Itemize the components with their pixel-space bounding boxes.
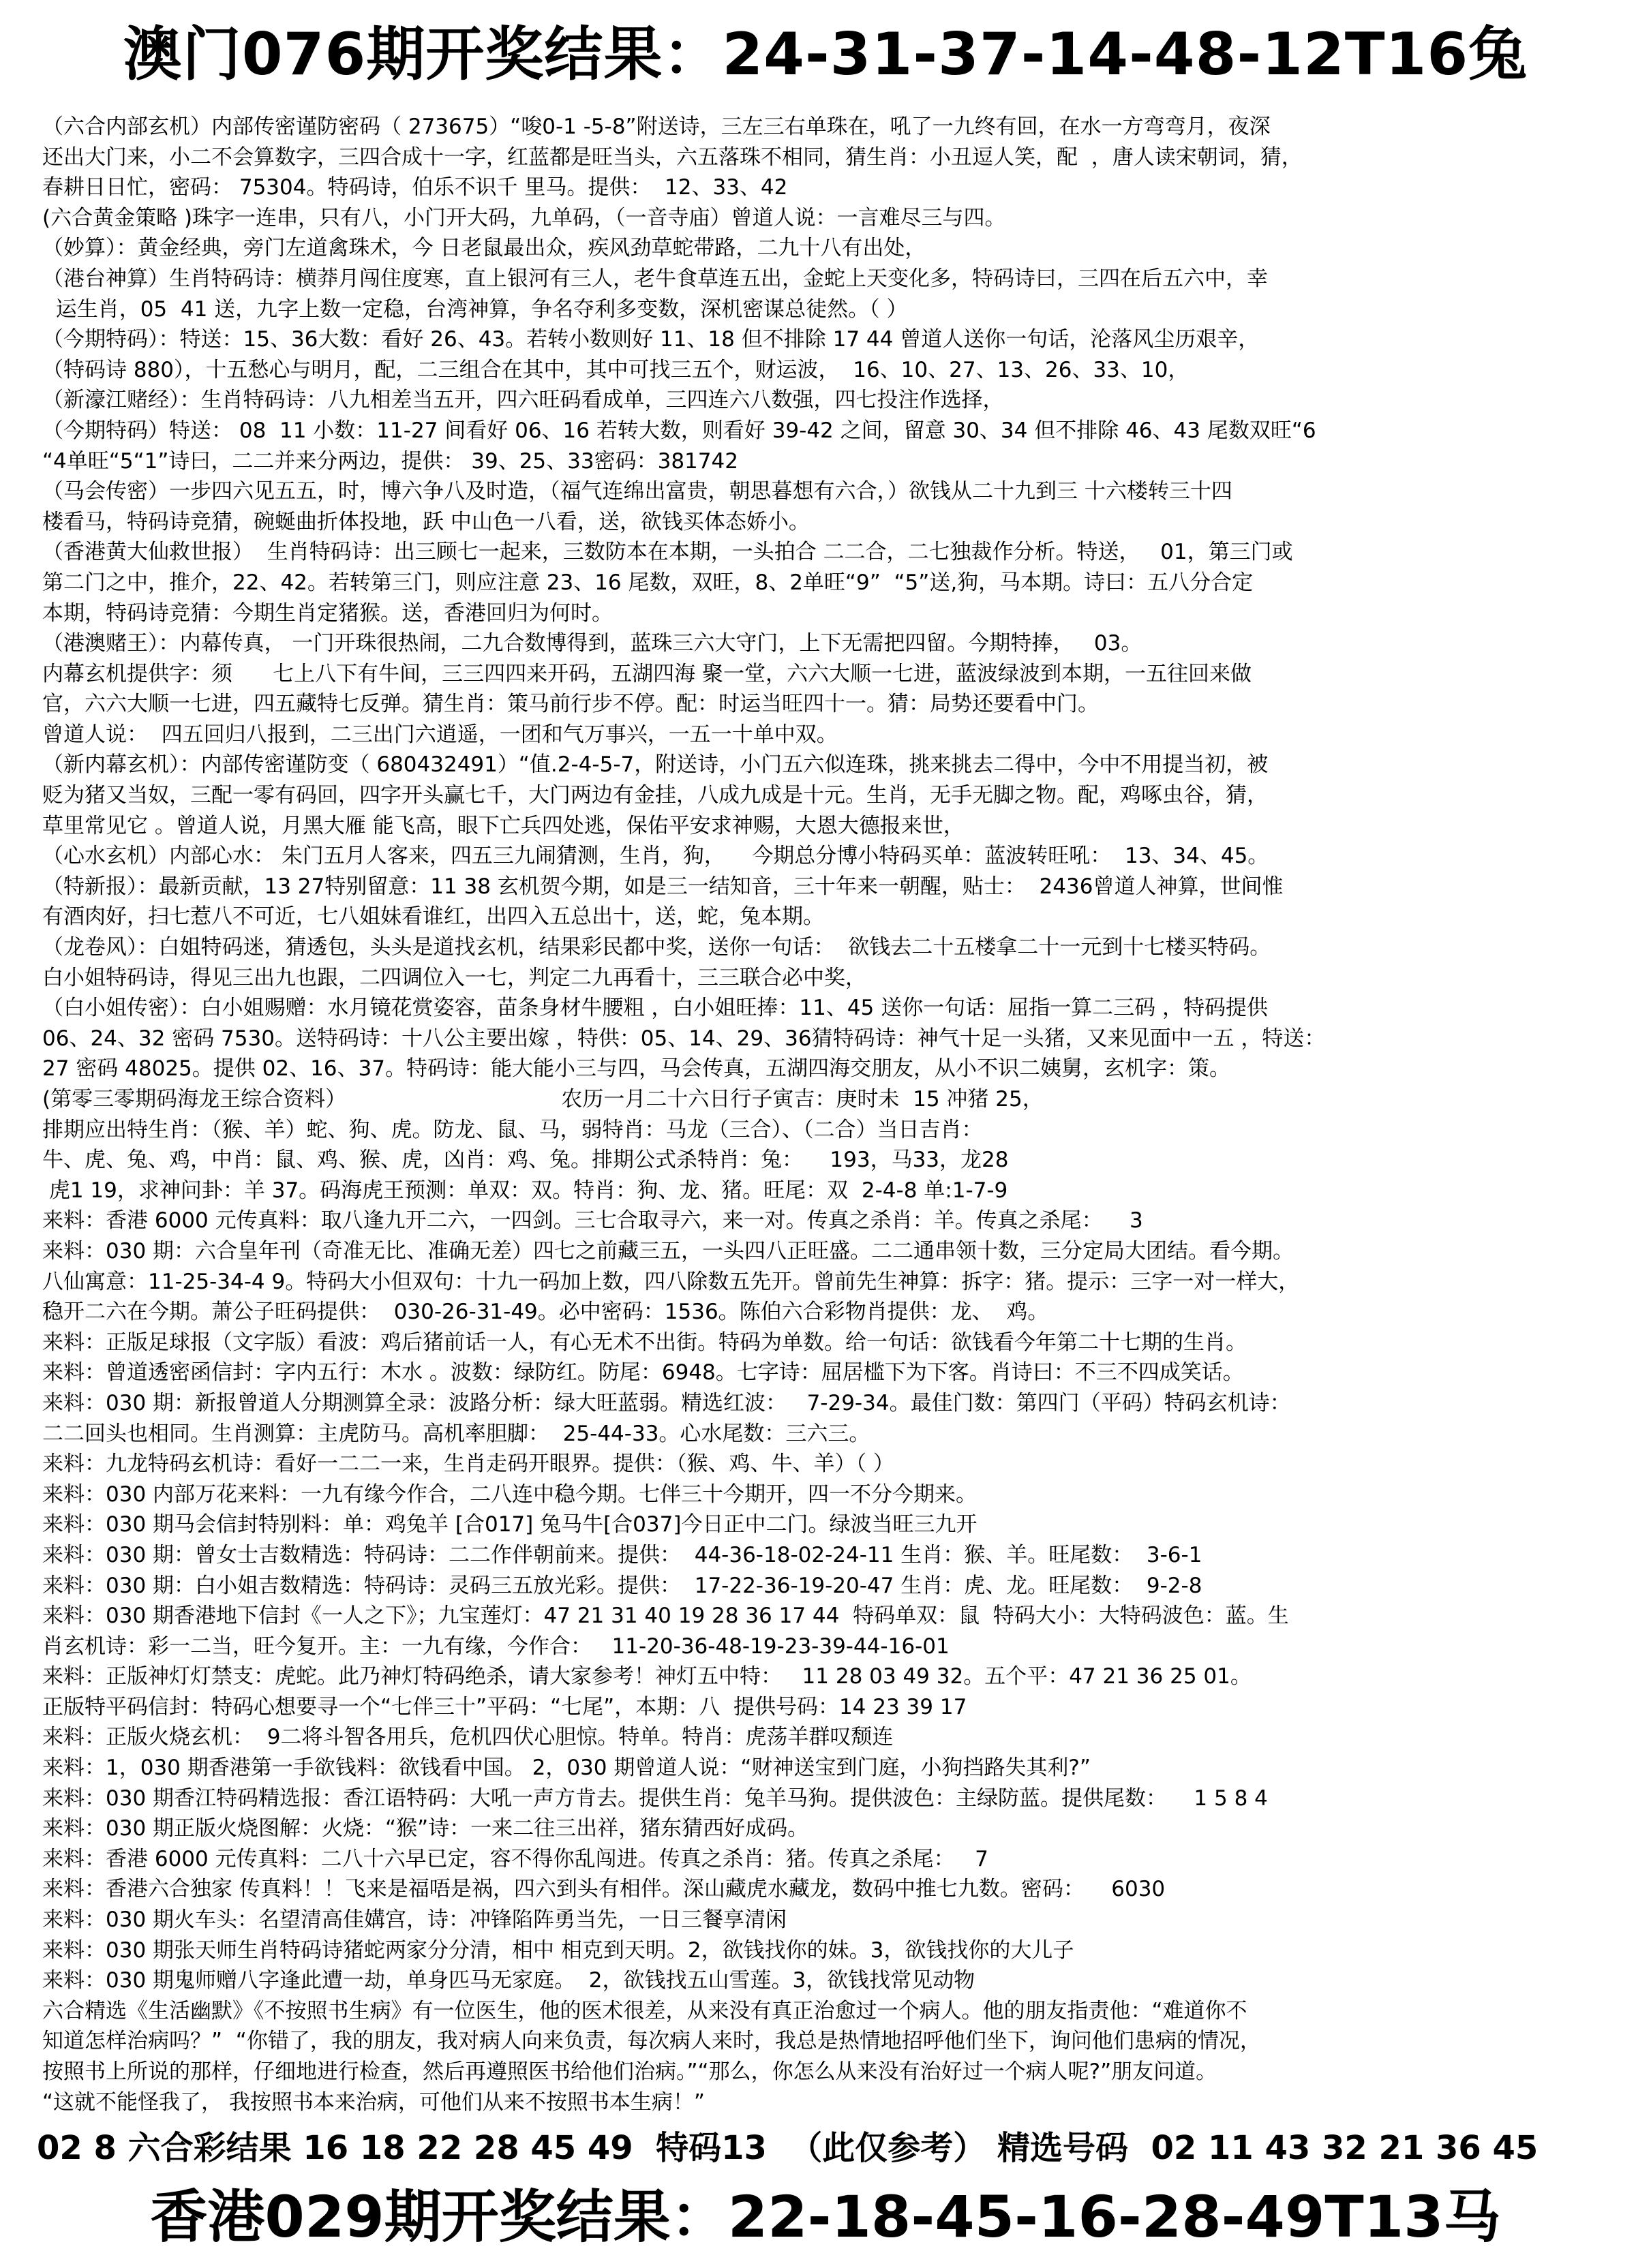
text-line: 牛、虎、兔、鸡，中肖：鼠、鸡、猴、虎，凶肖：鸡、兔。排期公式杀特肖：兔： 193，马33，龙28 <box>42 1148 1009 1173</box>
text-line: （六合内部玄机）内部传密谨防密码（ 273675）“唆0-1 -5-8”附送诗，三左三右单珠在，吼了一九终有回，在水一方弯弯月，夜深 <box>42 114 1271 139</box>
text-line: 草里常见它 。曾道人说，月黑大雁 能飞高，眼下亡兵四处逃，保佑平安求神赐，大恩大德报来世， <box>42 813 965 838</box>
text-line: 06、24、32 密码 7530。送特码诗：十八公主要出嫁 ，特供：05、14、29、36猜特码诗：神气十足一头猪，又来见面中一五 ，特送： <box>42 1026 1326 1051</box>
text-line: （新内幕玄机）：内部传密谨防变（ 680432491）“值.2-4-5-7，附送诗，小门五六似连珠，挑来挑去二得中，今中不用提当初，被 <box>42 752 1269 778</box>
text-line: 贬为猪又当奴，三配一零有码回，四字开头赢七千，大门两边有金挂，八成九成是十元。生肖，无手无脚之物。配，鸡啄虫谷，猜， <box>42 783 1268 808</box>
text-line: 官，六六大顺一七进，四五藏特七反弹。猜生肖：策马前行步不停。配：时运当旺四十一。猜：局势还要看中门。 <box>42 692 1099 717</box>
text-line: 来料：九龙特码玄机诗：看好一二二一来，生肖走码开眼界。提供：（猴、鸡、牛、羊）（ ） <box>42 1452 894 1477</box>
text-line: （新濠江赌经）：生肖特码诗：八九相差当五开，四六旺码看成单，三四连六八数强，四七投注作选择， <box>42 388 1004 413</box>
text-line: （妙算）：黄金经典，旁门左道禽珠术，今 日老鼠最出众，疾风劲草蛇带路，二九十八有出处， <box>42 236 926 261</box>
text-line: 来料：030 期火车头：名望清高佳媾宫，诗：冲锋陷阵勇当先，一日三餐享清闲 <box>42 1907 787 1933</box>
text-line: 来料：030 期鬼师赠八字逢此遭一劫，单身匹马无家庭。 2，欲钱找五山雪莲。3，欲钱找常见动物 <box>42 1968 975 1993</box>
text-line: 来料：030 内部万花来料：一九有缘今作合，二八连中稳今期。七伴三十今期开，四一不分今期来。 <box>42 1482 978 1507</box>
text-line: 正版特平码信封：特码心想要寻一个“七伴三十”平码：“七尾”，本期：八 提供号码：14 23 39 17 <box>42 1694 967 1719</box>
text-line: (第零三零期码海龙王综合资料） 农历一月二十六日行子寅吉：庚时未 15 冲猪 25， <box>42 1087 1044 1112</box>
text-line: 来料：正版火烧玄机： 9二将斗智各用兵，危机四伏心胆惊。特单。特肖：虎荡羊群叹颓连 <box>42 1725 894 1750</box>
text-line: 来料：030 期：新报曾道人分期测算全录：波路分析：绿大旺蓝弱。精选红波： 7-29-34。最佳门数：第四门（平码）特码玄机诗： <box>42 1390 1291 1415</box>
text-line: 运生肖，05 41 送，九字上数一定稳，台湾神算，争名夺利多变数，深机密谋总徒然。（ ） <box>42 296 908 322</box>
text-line: （香港黄大仙救世报） 生肖特码诗：出三顾七一起来，三数防本在本期，一头拍合 二二合，二七独裁作分析。特送， 01，第三门或 <box>42 540 1293 565</box>
text-line: 来料：030 期正版火烧图解：火烧：“猴”诗：一来二往三出祥，猪东猜西好成码。 <box>42 1816 809 1841</box>
text-line: (六合黄金策略 )珠字一连串，只有八，小门开大码，九单码，（一音寺庙）曾道人说：一言难尽三与四。 <box>42 205 1006 230</box>
text-line: 来料：香港 6000 元传真料：取八逢九开二六，一四剑。三七合取寻六，来一对。传真之杀肖：羊。传真之杀尾： 3 <box>42 1208 1143 1233</box>
text-line: 虎1 19，求神问卦：羊 37。码海虎王预测：单双：双。特肖：狗、龙、猪。旺尾：双 2-4-8 单:1-7-9 <box>42 1178 1008 1203</box>
previous-draw-summary: 02 8 六合彩结果 16 18 22 28 45 49 特码13 （此仅参考） 精选号码 02 11 43 32 21 36 45 <box>37 2129 1539 2168</box>
text-line: 来料：030 期香江特码精选报：香江语特码：大吼一声方肯去。提供生肖：兔羊马狗。提供波色：主绿防蓝。提供尾数： 1 5 8 4 <box>42 1786 1268 1811</box>
text-line: 来料：正版神灯灯禁支：虎蛇。此乃神灯特码绝杀，请大家参考！神灯五中特： 11 28 03 49 32。五个平：47 21 36 25 01。 <box>42 1664 1252 1689</box>
text-line: （特码诗 880），十五愁心与明月，配，二三组合在其中，其中可找三五个，财运波， 16、10、27、13、26、33、10， <box>42 357 1190 382</box>
text-line: 来料：香港六合独家 传真料！！飞来是福唔是祸，四六到头有相伴。深山藏虎水藏龙，数码中推七九数。密码： 6030 <box>42 1877 1166 1902</box>
text-line: 稳开二六在今期。萧公子旺码提供： 030-26-31-49。必中密码：1536。陈伯六合彩物肖提供：龙、 鸡。 <box>42 1300 1049 1325</box>
text-line: （特新报）：最新贡献，13 27特别留意：11 38 玄机贺今期，如是三一结知音，三十年来一朝醒，贴士： 2436曾道人神算，世间惟 <box>42 874 1284 899</box>
text-line: 第二门之中，推介，22、42。若转第三门，则应注意 23、16 尾数，双旺，8、2单旺“9” “5”送,狗，马本期。诗曰：五八分合定 <box>42 570 1254 595</box>
text-line: （港澳赌王）：内幕传真， 一门开珠很热闹，二九合数博得到，蓝珠三六大守门，上下无需把四留。今期特捧， 03。 <box>42 631 1142 656</box>
macau-draw-result-title: 澳门076期开奖结果：24-31-37-14-48-12T16兔 <box>123 20 1528 89</box>
text-line: 来料：030 期张天师生肖特码诗猪蛇两家分分清，相中 相克到天明。2，欲钱找你的妹。3，欲钱找你的大儿子 <box>42 1937 1074 1963</box>
text-line: 来料：030 期：白小姐吉数精选：特码诗：灵码三五放光彩。提供： 17-22-36-19-20-47 生肖：虎、龙。旺尾数： 9-2-8 <box>42 1573 1202 1598</box>
text-line: 内幕玄机提供字：须 七上八下有牛间，三三四四来开码，五湖四海 聚一堂，六六大顺一七进，蓝波绿波到本期，一五往回来做 <box>42 661 1252 686</box>
text-line: 来料：1，030 期香港第一手欲钱料：欲钱看中国。 2，030 期曾道人说：“财神送宝到门庭，小狗挡路失其利?” <box>42 1756 1091 1781</box>
text-line: “4单旺“5“1”诗曰，二二并来分两边，提供： 39、25、33密码：381742 <box>42 448 738 474</box>
text-line: 还出大门来，小二不会算数字，三四合成十一字，红蓝都是旺当头，六五落珠不相同，猜生肖：小丑逗人笑，配 ，唐人读宋朝词，猜， <box>42 144 1303 170</box>
text-line: 排期应出特生肖：（猴、羊）蛇、狗、虎。防龙、鼠、马，弱特肖：马龙（三合）、（二合）当日吉肖： <box>42 1117 983 1142</box>
text-line: （白小姐传密）：白小姐赐赠：水月镜花赏姿容，苗条身材牛腰粗 ，白小姐旺捧：11、45 送你一句话：屈指一算二三码 ，特码提供 <box>42 996 1268 1021</box>
body-text <box>0 112 1651 2117</box>
text-line: （心水玄机）内部心水： 朱门五月人客来，四五三九闹猜测，生肖，狗， 今期总分博小特码买单：蓝波转旺吼： 13、34、45。 <box>42 844 1269 869</box>
text-line: 来料：030 期：曾女士吉数精选：特码诗：二二作伴朝前来。提供： 44-36-18-02-24-11 生肖：猴、羊。旺尾数： 3-6-1 <box>42 1542 1202 1567</box>
text-line: （港台神算）生肖特码诗：横莽月闯住度寒，直上银河有三人，老牛食草连五出，金蛇上天变化多，特码诗曰，三四在后五六中，幸 <box>42 266 1268 291</box>
text-line: 春耕日日忙，密码： 75304。特码诗，伯乐不识千 里马。提供： 12、33、42 <box>42 175 788 200</box>
text-line: 来料：正版足球报（文字版）看波：鸡后猪前话一人，有心无术不出街。特码为单数。给一句话：欲钱看今年第二十七期的生肖。 <box>42 1330 1247 1355</box>
text-line: 知道怎样治病吗？” “你错了，我的朋友，我对病人向来负责，每次病人来时，我总是热情地招呼他们坐下，询问他们患病的情况， <box>42 2029 1261 2054</box>
text-line: 八仙寓意：11-25-34-4 9。特码大小但双句：十九一码加上数，四八除数五先开。曾前先生神算：拆字：猪。提示：三字一对一样大， <box>42 1269 1300 1294</box>
text-line: 来料：030 期香港地下信封《一人之下》；九宝莲灯：47 21 31 40 19 28 36 17 44 特码单双：鼠 特码大小：大特码波色：蓝。生 <box>42 1604 1289 1629</box>
text-line: （今期特码）特送： 08 11 小数：11-27 间看好 06、16 若转大数，则看好 39-42 之间，留意 30、34 但不排除 46、43 尾数双旺“6 <box>42 418 1316 443</box>
text-line: 二二回头也相同。生肖测算：主虎防马。高机率胆脚： 25-44-33。心水尾数：三六三。 <box>42 1421 870 1446</box>
text-line: 27 密码 48025。提供 02、16、37。特码诗：能大能小三与四，马会传真，五湖四海交朋友，从小不识二姨舅，玄机字：策。 <box>42 1056 1230 1082</box>
text-line: 本期，特码诗竞猜：今期生肖定猪猴。送，香港回归为何时。 <box>42 600 613 626</box>
text-line: （今期特码）：特送：15、36大数：看好 26、43。若转小数则好 11、18 但不排除 17 44 曾道人送你一句话，沦落风尘历艰辛， <box>42 327 1260 352</box>
text-line: 六合精选《生活幽默》《不按照书生病》有一位医生，他的医术很差，从来没有真正治愈过一个病人。他的朋友指责他：“难道你不 <box>42 1998 1247 2023</box>
text-line: 来料：030 期：六合皇年刊（奇准无比、准确无差）四七之前藏三五，一头四八正旺盛。二二通串领十数，三分定局大团结。看今期。 <box>42 1238 1294 1263</box>
hongkong-draw-result-title: 香港029期开奖结果：22-18-45-16-28-49T13马 <box>150 2183 1501 2251</box>
text-line: “这就不能怪我了， 我按照书本来治病，可他们从来不按照书本生病！” <box>42 2089 705 2115</box>
text-line: 按照书上所说的那样，仔细地进行检查，然后再遵照医书给他们治病。”“那么，你怎么从来没有治好过一个病人呢?”朋友问道。 <box>42 2059 1217 2084</box>
text-line: 楼看马，特码诗竞猜，碗蜒曲折体投地，跃 中山色一八看，送，欲钱买体态娇小。 <box>42 509 810 534</box>
text-line: 白小姐特码诗，得见三出九也跟，二四调位入一七，判定二九再看十，三三联合必中奖， <box>42 965 866 990</box>
text-line: 来料：香港 6000 元传真料：二八十六早已定，容不得你乱闯进。传真之杀肖：猪。传真之杀尾： 7 <box>42 1846 988 1871</box>
text-line: （马会传密）一步四六见五五，时，博六争八及时造，（福气连绵出富贵，朝思暮想有六合，）欲钱从二十九到三 十六楼转三十四 <box>42 479 1232 504</box>
text-line: 来料：030 期马会信封特别料：单：鸡兔羊 [合017] 兔马牛[合037]今日正中二门。绿波当旺三九开 <box>42 1512 978 1537</box>
text-line: 曾道人说： 四五回归八报到，二三出门六逍遥，一团和气万事兴，一五一十单中双。 <box>42 722 838 747</box>
text-line: 有酒肉好，扫七惹八不可近，七八姐妹看谁红，出四入五总出十，送，蛇，兔本期。 <box>42 904 824 930</box>
text-line: 来料：曾道透密函信封：字内五行：木水 。波数：绿防红。防尾：6948。七字诗：屈居槛下为下客。肖诗曰：不三不四成笑话。 <box>42 1360 1244 1385</box>
text-line: （龙卷风）：白姐特码迷，猜透包，头头是道找玄机，结果彩民都中奖，送你一句话： 欲钱去二十五楼拿二十一元到十七楼买特码。 <box>42 935 1271 960</box>
text-line: 肖玄机诗：彩一二当，旺今复开。主：一九有缘，今作合： 11-20-36-48-19-23-39-44-16-01 <box>42 1634 950 1659</box>
